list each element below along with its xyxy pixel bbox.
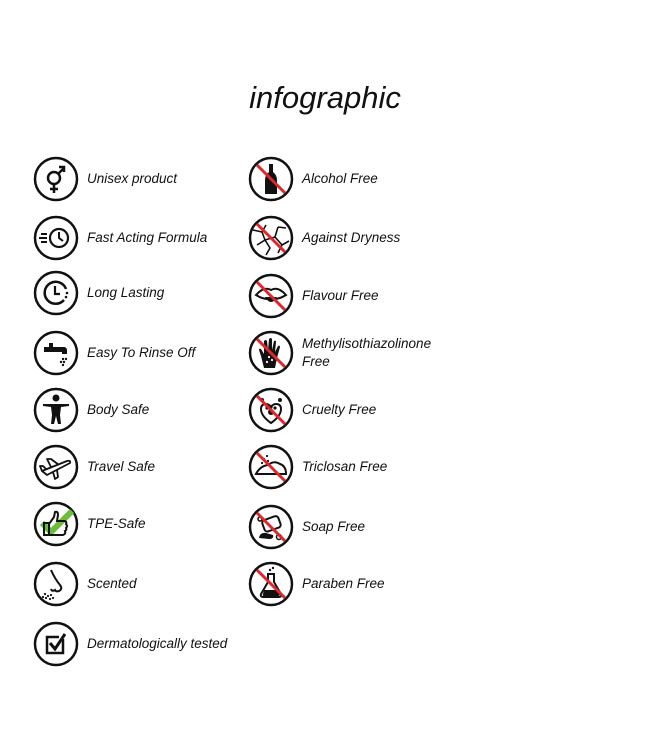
feature-body-safe: [33, 387, 237, 433]
no-flask-icon: [248, 561, 294, 607]
thumbs-up-icon: [33, 501, 79, 547]
feature-paraben-free: [248, 561, 452, 607]
feature-alcohol-free: [248, 156, 452, 202]
feature-label: Methylisothiazolinone Free: [302, 336, 432, 369]
feature-label: Body Safe: [87, 402, 150, 417]
long-lasting-clock-icon: [33, 270, 79, 316]
feature-soap-free: [248, 504, 452, 550]
feature-travel-safe: [33, 444, 237, 490]
feature-fast-acting: [33, 215, 237, 261]
feature-triclosan-free: [248, 444, 452, 490]
feature-flavour-free: [248, 273, 452, 319]
feature-label: Unisex product: [87, 171, 178, 186]
no-dry-skin-icon: [248, 215, 294, 261]
airplane-icon: [33, 444, 79, 490]
checkbox-icon: [33, 621, 79, 667]
no-lips-icon: [248, 273, 294, 319]
feature-label: Dermatologically tested: [87, 636, 228, 651]
no-animal-testing-icon: [248, 387, 294, 433]
feature-label: Long Lasting: [87, 285, 165, 300]
feature-unisex: [33, 156, 237, 202]
gender-symbol-icon: [33, 156, 79, 202]
page-title: infographic: [249, 80, 401, 115]
feature-methylisothiazolinone-free: [248, 330, 452, 376]
feature-against-dryness: [248, 215, 452, 261]
feature-dermatologically-tested: [33, 621, 237, 667]
feature-label: Scented: [87, 576, 137, 591]
feature-label: Soap Free: [302, 519, 366, 534]
feature-label: Triclosan Free: [302, 459, 388, 474]
feature-label: Travel Safe: [87, 459, 156, 474]
feature-label: Cruelty Free: [302, 402, 377, 417]
feature-cruelty-free: [248, 387, 452, 433]
faucet-icon: [33, 330, 79, 376]
feature-label: Against Dryness: [302, 230, 401, 245]
no-soap-icon: [248, 504, 294, 550]
feature-label: Flavour Free: [302, 288, 379, 303]
body-icon: [33, 387, 79, 433]
feature-label: Alcohol Free: [302, 171, 378, 186]
feature-rinse-off: [33, 330, 237, 376]
nose-icon: [33, 561, 79, 607]
feature-long-lasting: [33, 270, 237, 316]
no-triclosan-icon: [248, 444, 294, 490]
feature-tpe-safe: [33, 501, 237, 547]
no-bottle-icon: [248, 156, 294, 202]
feature-label: TPE-Safe: [87, 516, 146, 531]
feature-scented: [33, 561, 237, 607]
no-hand-icon: [248, 330, 294, 376]
feature-label: Fast Acting Formula: [87, 230, 208, 245]
fast-clock-icon: [33, 215, 79, 261]
feature-label: Easy To Rinse Off: [87, 345, 196, 360]
feature-label: Paraben Free: [302, 576, 385, 591]
